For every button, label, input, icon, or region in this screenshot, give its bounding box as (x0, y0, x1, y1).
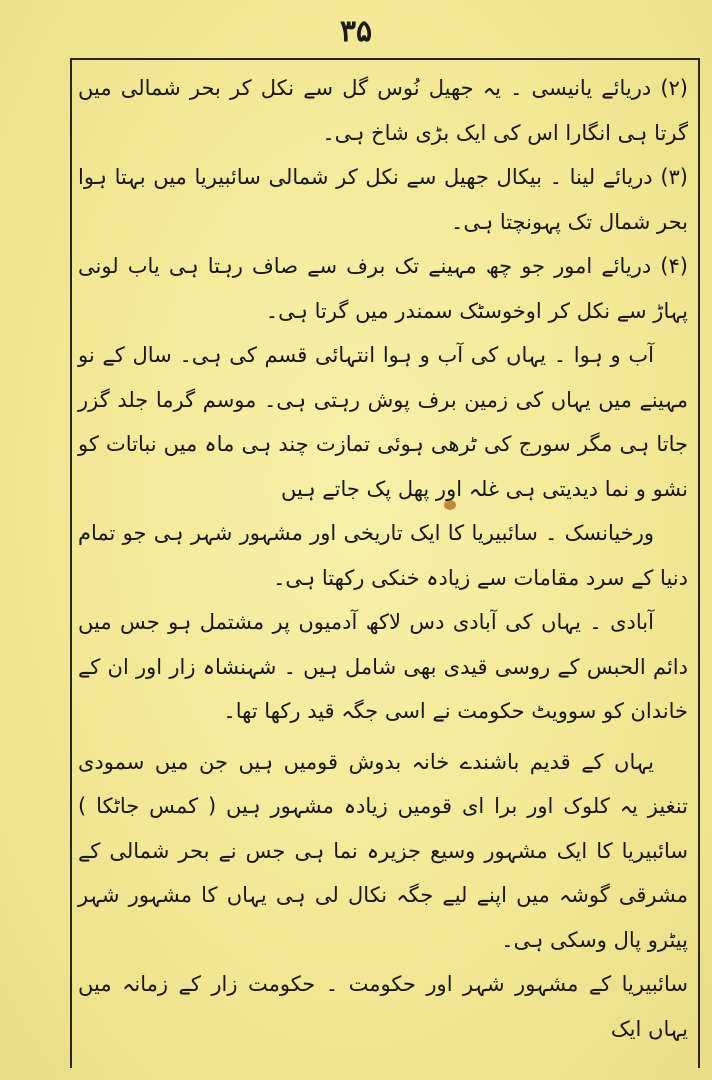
paragraph-verkhoyansk: ورخیانسک ۔ سائبیریا کا ایک تاریخی اور مشہور شہر ہی جو تمام دنیا کے سرد مقامات سے زیادہ خنکی رکھتا ہی۔ (78, 521, 688, 590)
paragraph-river-lena: (۳) دریائے لینا ۔ بیکال جھیل سے نکل کر شمالی سائبیریا میں بہتا ہوا بحر شمال تک پہونچتا ہی۔ (78, 165, 688, 234)
page-text-body (78, 66, 688, 1066)
paragraph-native-tribes: یہاں کے قدیم باشندے خانہ بدوش قومیں ہیں جن میں سمودی تنغیز یہ کلوک اور برا ای قومیں زیادہ مشہور ہیں ( کمس جاٹکا ) سائبیریا کا ایک مشہور وسیع جزیرہ نما ہی جس نے بحر شمالی کے مشرقی گوشہ میں اپنے لیے جگہ نکال لی ہی یہاں کا مشہور شہر پیٹرو پال وسکی ہی۔ (78, 749, 688, 952)
paragraph-river-amur: (۴) دریائے امور جو چھ مہینے تک برف سے صاف رہتا ہی یاب لونی پہاڑ سے نکل کر اوخوسٹک سمندر میں گرتا ہی۔ (78, 254, 688, 323)
page-number: ۳۵ (339, 14, 373, 49)
paragraph-river-yenisei: (۲) دریائے یانیسی ۔ یہ جھیل نُوس گل سے نکل کر بحر شمالی میں گرتا ہی انگارا اس کی ایک بڑی شاخ ہی۔ (78, 76, 688, 145)
paragraph-climate: آب و ہوا ۔ یہاں کی آب و ہوا انتہائی قسم کی ہی۔ سال کے نو مہینے میں یہاں کی زمین برف پوش رہتی ہی۔ موسم گرما جلد گزر جاتا ہی مگر سورج کی ٹرھی ہوئی تمازت چند ہی ماہ میں نباتات کو نشو و نما دیدیتی ہی غلہ اور پھل پک جاتے ہیں (78, 343, 688, 501)
paragraph-population: آبادی ۔ یہاں کی آبادی دس لاکھ آدمیوں پر مشتمل ہو جس میں دائم الحبس کے روسی قیدی بھی شامل ہیں ۔ شہنشاہ زار اور ان کے خاندان کو سوویٹ حکومت نے اسی جگہ قید رکھا تھا۔ (78, 610, 688, 723)
paragraph-cities-government: سائبیریا کے مشہور شہر اور حکومت ۔ حکومت زار کے زمانہ میں یہاں ایک (78, 972, 688, 1041)
